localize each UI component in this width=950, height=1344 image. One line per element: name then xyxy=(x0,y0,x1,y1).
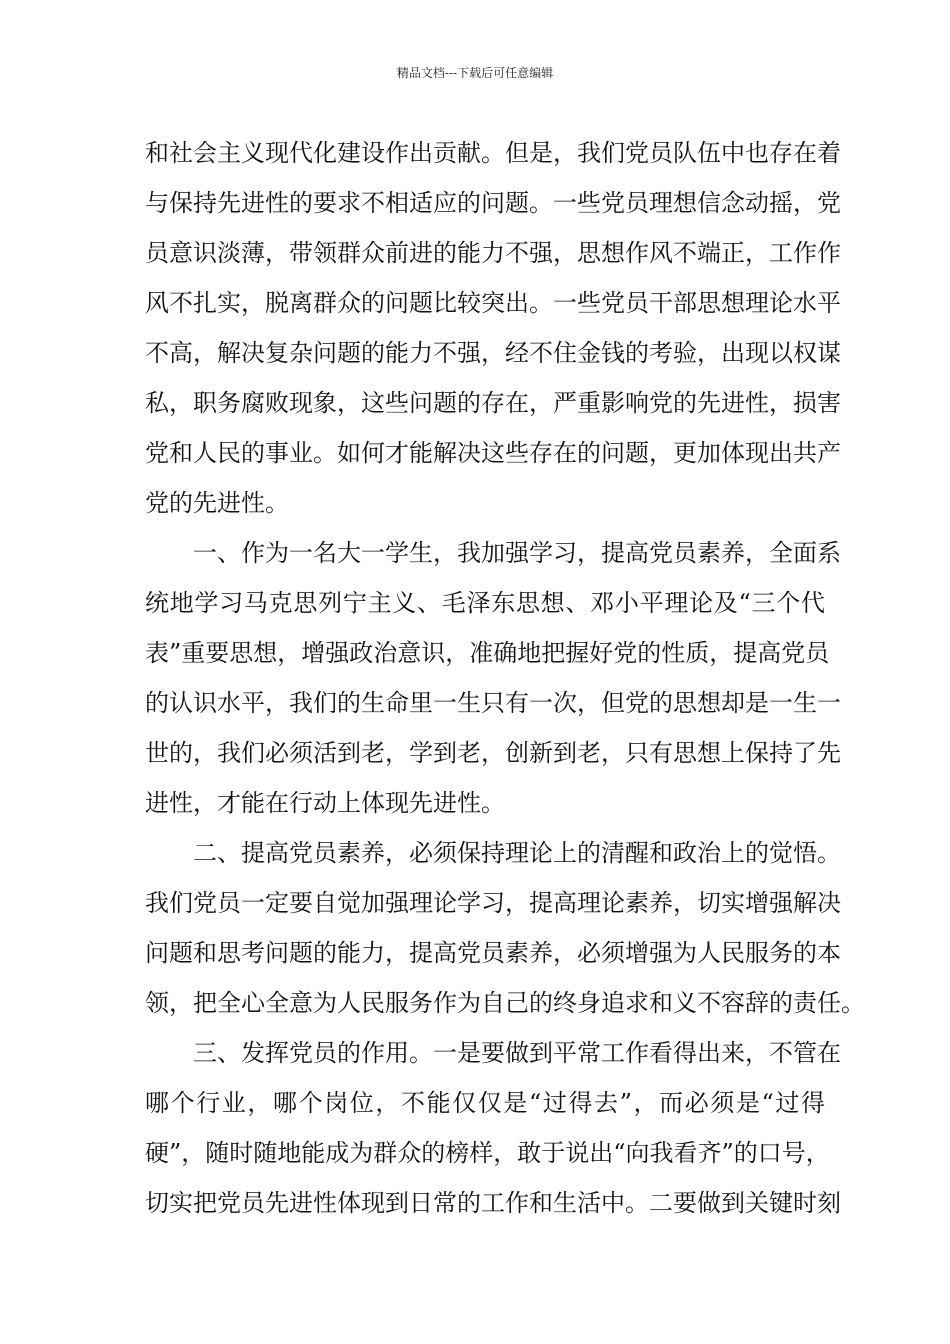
text-line: 风不扎实，脱离群众的问题比较突出。一些党员干部思想理论水平 xyxy=(145,289,841,317)
text-line: 私，职务腐败现象，这些问题的存在，严重影响党的先进性，损害 xyxy=(145,389,841,417)
text-line: 员意识淡薄，带领群众前进的能力不强，思想作风不端正，工作作 xyxy=(145,239,841,267)
document-body xyxy=(145,128,865,1228)
text-line: 表”重要思想，增强政治意识，准确地把握好党的性质，提高党员 xyxy=(145,639,830,667)
text-line: 硬”，随时随地能成为群众的榜样，敢于说出“向我看齐”的口号， xyxy=(145,1139,830,1167)
text-line: 统地学习马克思列宁主义、毛泽东思想、邓小平理论及“三个代 xyxy=(145,589,825,617)
text-line: 哪个行业，哪个岗位，不能仅仅是“过得去”，而必须是“过得 xyxy=(145,1089,825,1117)
text-line: 我们党员一定要自觉加强理论学习，提高理论素养，切实增强解决 xyxy=(145,889,841,917)
text-line: 进性，才能在行动上体现先进性。 xyxy=(145,789,505,817)
text-line: 不高，解决复杂问题的能力不强，经不住金钱的考验，出现以权谋 xyxy=(145,339,841,367)
paragraph-first-line: 三、发挥党员的作用。一是要做到平常工作看得出来，不管在 xyxy=(193,1039,841,1067)
text-line: 和社会主义现代化建设作出贡献。但是，我们党员队伍中也存在着 xyxy=(145,139,841,167)
text-line: 党的先进性。 xyxy=(145,489,289,517)
text-line: 问题和思考问题的能力，提高党员素养，必须增强为人民服务的本 xyxy=(145,939,841,967)
text-line: 与保持先进性的要求不相适应的问题。一些党员理想信念动摇，党 xyxy=(145,189,841,217)
paragraph-first-line: 一、作为一名大一学生，我加强学习，提高党员素养，全面系 xyxy=(193,539,841,567)
text-line: 切实把党员先进性体现到日常的工作和生活中。二要做到关键时刻 xyxy=(145,1189,841,1217)
text-line: 领，把全心全意为人民服务作为自己的终身追求和义不容辞的责任。 xyxy=(145,989,865,1017)
page-header: 精品文档---下载后可任意编辑 xyxy=(396,66,554,80)
text-line: 党和人民的事业。如何才能解决这些存在的问题，更加体现出共产 xyxy=(145,439,841,467)
paragraph-first-line: 二、提高党员素养，必须保持理论上的清醒和政治上的觉悟。 xyxy=(193,839,841,867)
text-line: 世的，我们必须活到老，学到老，创新到老，只有思想上保持了先 xyxy=(145,739,841,767)
text-line: 的认识水平，我们的生命里一生只有一次，但党的思想却是一生一 xyxy=(145,689,841,717)
